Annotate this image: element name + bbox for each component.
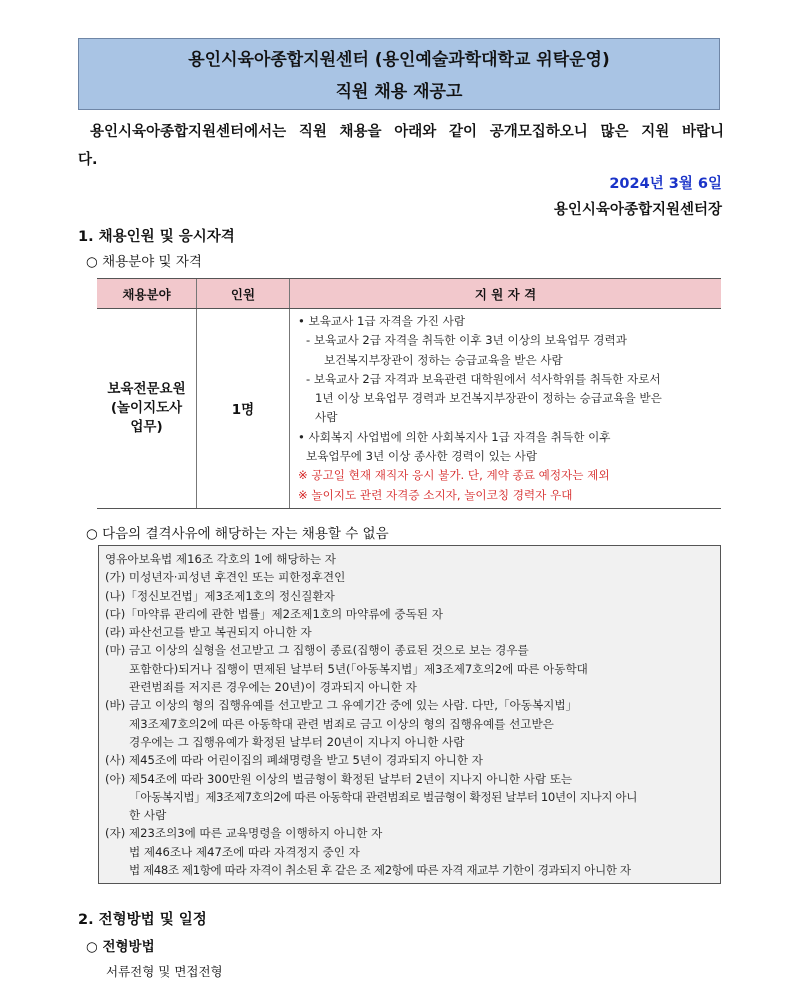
qualification-table: [97, 278, 721, 509]
table-row: [97, 309, 721, 509]
qual-line: - 보육교사 2급 자격과 보육관련 대학원에서 석사학위를 취득한 자로서: [306, 371, 661, 386]
title-line-2: 직원 채용 재공고: [335, 82, 463, 102]
section-2-sub-1: ○ 전형방법: [86, 939, 155, 955]
signer: 용인시육아종합지원센터장: [553, 202, 722, 218]
job-field-line: 업무): [130, 418, 163, 435]
disqualification-box: [98, 545, 721, 884]
header-quals: 지 원 자 격: [290, 279, 722, 309]
list-item: 「아동복지법」제3조제7호의2에 따른 아동학대 관련범죄로 벌금형이 확정된 날부터 10년이 지나지 아니: [129, 789, 638, 804]
table-header-row: [97, 279, 721, 309]
list-item: (아) 제54조에 따라 300만원 이상의 벌금형이 확정된 날부터 2년이 지나지 아니한 사람 또는: [105, 771, 573, 786]
qual-line: • 보육교사 1급 자격을 가진 사람: [298, 314, 466, 328]
job-field-line: (놀이지도사: [110, 399, 183, 416]
list-item: 제3조제7호의2에 따른 아동학대 관련 범죄로 금고 이상의 형의 집행유예를 선고받은: [129, 716, 554, 731]
header-count: 인원: [197, 279, 290, 309]
list-item: (마) 금고 이상의 실형을 선고받고 그 집행이 종료(집행이 종료된 것으로 보는 경우를: [105, 643, 529, 658]
list-item: (자) 제23조의3에 따른 교육명령을 이행하지 아니한 자: [105, 826, 383, 841]
list-item: 법 제46조나 제47조에 따라 자격정지 중인 자: [129, 844, 360, 859]
qual-line: 보건복지부장관이 정하는 승급교육을 받은 사람: [324, 352, 563, 367]
list-item: (사) 제45조에 따라 어린이집의 폐쇄명령을 받고 5년이 경과되지 아니한 자: [105, 753, 483, 768]
section-1-title: 1. 채용인원 및 응시자격: [78, 229, 235, 245]
section-1-sub-1: ○ 채용분야 및 자격: [86, 254, 202, 270]
section-1-sub-2: ○ 다음의 결격사유에 해당하는 자는 채용할 수 없음: [86, 526, 389, 542]
selection-method: 서류전형 및 면접전형: [106, 964, 223, 979]
job-field-line: 보육전문요원: [107, 380, 186, 397]
list-item: 한 사람: [129, 808, 167, 823]
list-item: 관련범죄를 저지른 경우에는 20년)이 경과되지 아니한 자: [129, 680, 417, 695]
headcount: 1명: [197, 309, 290, 509]
list-item: (바) 금고 이상의 형의 집행유예를 선고받고 그 유예기간 중에 있는 사람. 다만,「아동복지법」: [105, 698, 578, 713]
title-line-1: 용인시육아종합지원센터 (용인예술과학대학교 위탁운영): [188, 50, 610, 70]
title-box: [78, 38, 720, 110]
qual-note: ※ 공고일 현재 재직자 응시 불가. 단, 계약 종료 예정자는 제외: [298, 468, 610, 483]
qual-line: • 사회복지 사업법에 의한 사회복지사 1급 자격을 취득한 이후: [298, 429, 611, 444]
list-item: (라) 파산선고를 받고 복권되지 아니한 자: [105, 625, 312, 640]
qualifications: [290, 309, 722, 509]
announcement-date: 2024년 3월 6일: [609, 176, 722, 192]
list-item: (다)「마약류 관리에 관한 법률」제2조제1호의 마약류에 중독된 자: [105, 606, 443, 621]
job-field: [97, 309, 197, 509]
list-item: 경우에는 그 집행유예가 확정된 날부터 20년이 지나지 아니한 사람: [129, 734, 465, 749]
qual-line: 보육업무에 3년 이상 종사한 경력이 있는 사람: [306, 449, 538, 464]
list-item: (나)「정신보건법」제3조제1호의 정신질환자: [105, 588, 335, 603]
section-2-title: 2. 전형방법 및 일정: [78, 912, 207, 928]
header-field: 채용분야: [97, 279, 197, 309]
intro-text: 용인시육아종합지원센터에서는 직원 채용을 아래와 같이 공개모집하오니 많은 지원 바랍니다.: [78, 124, 724, 168]
list-item: 법 제48조 제1항에 따라 자격이 취소된 후 같은 조 제2항에 따른 자격 재교부 기한이 경과되지 아니한 자: [129, 863, 631, 878]
qual-note: ※ 놀이지도 관련 자격증 소지자, 놀이코칭 경력자 우대: [298, 487, 573, 502]
qual-line: - 보육교사 2급 자격을 취득한 이후 3년 이상의 보육업무 경력과: [306, 333, 627, 348]
list-item: 포함한다)되거나 집행이 면제된 날부터 5년(「아동복지법」제3조제7호의2에 따른 아동학대: [129, 661, 588, 676]
qual-line: 사람: [315, 410, 338, 425]
list-item: 영유아보육법 제16조 각호의 1에 해당하는 자: [105, 552, 336, 566]
list-item: (가) 미성년자·피성년 후견인 또는 피한정후견인: [105, 570, 346, 585]
qual-line: 1년 이상 보육업무 경력과 보건복지부장관이 정하는 승급교육을 받은: [315, 391, 662, 406]
